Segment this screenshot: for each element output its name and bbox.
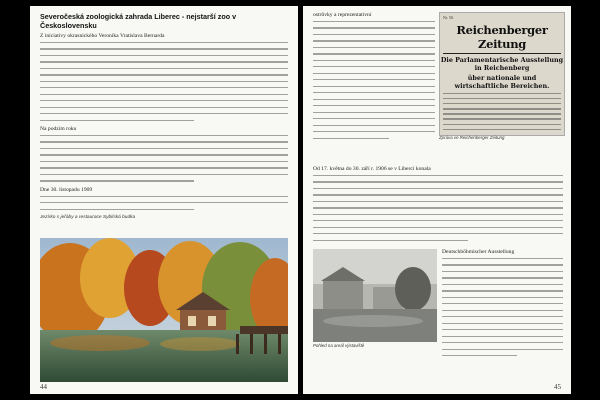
article-title: Severočeská zoologická zahrada Liberec - nejstarší zoo v Československu: [40, 12, 237, 30]
newspaper-rule: [443, 53, 561, 54]
paragraph-1: Z iniciativy okrasnického Veroníka Vratislava Bernarda: [40, 33, 165, 39]
newspaper-masthead: Reichenberger Zeitung: [456, 23, 548, 51]
paragraph-2: Na podzim roku: [40, 126, 77, 133]
paragraph-2-lines: [40, 135, 288, 182]
newspaper-header: [440, 13, 564, 22]
autumn-zoo-photo: [40, 238, 288, 382]
right-full-width-block: [313, 166, 563, 246]
page-number-left: 44: [40, 383, 47, 391]
newspaper-issue: Nr. 50.: [443, 15, 454, 20]
right-top-paragraph: ostrůvky a reprezentativní: [313, 12, 372, 18]
paragraph-1-lines: [40, 42, 288, 121]
right-column-top: [313, 12, 435, 144]
historic-exhibition-photo: [313, 249, 437, 342]
newspaper-caption: Zpráva ve Reichenberger Zeitung: [439, 135, 505, 140]
newspaper-scan: [439, 12, 565, 136]
page-number-right: 45: [554, 383, 561, 391]
right-full-paragraph: Od 17. května do 30. září r. 1906 se v Liberci konala: [313, 166, 431, 172]
paragraph-3: Dne 30. listopadu 1909: [40, 186, 93, 193]
newspaper-headline-1: Die Parlamentarische Ausstellung in Reichenberg: [440, 56, 564, 72]
newspaper-headline-2: über nationale und wirtschaftliche Bereichen.: [454, 74, 550, 90]
photo-caption: Jezírko s jeřáby a restaurace Sybilská budka: [40, 215, 136, 221]
historic-photo-caption: Pohled na areál výstaviště: [313, 343, 365, 348]
right-page: [303, 6, 571, 394]
paragraph-3-lines: [40, 196, 288, 210]
right-bottom-paragraph: Deutschböhmischer Ausstellung: [442, 249, 515, 255]
newspaper-body: [440, 90, 564, 136]
right-column-bottom: [442, 249, 563, 362]
left-page: [30, 6, 298, 394]
